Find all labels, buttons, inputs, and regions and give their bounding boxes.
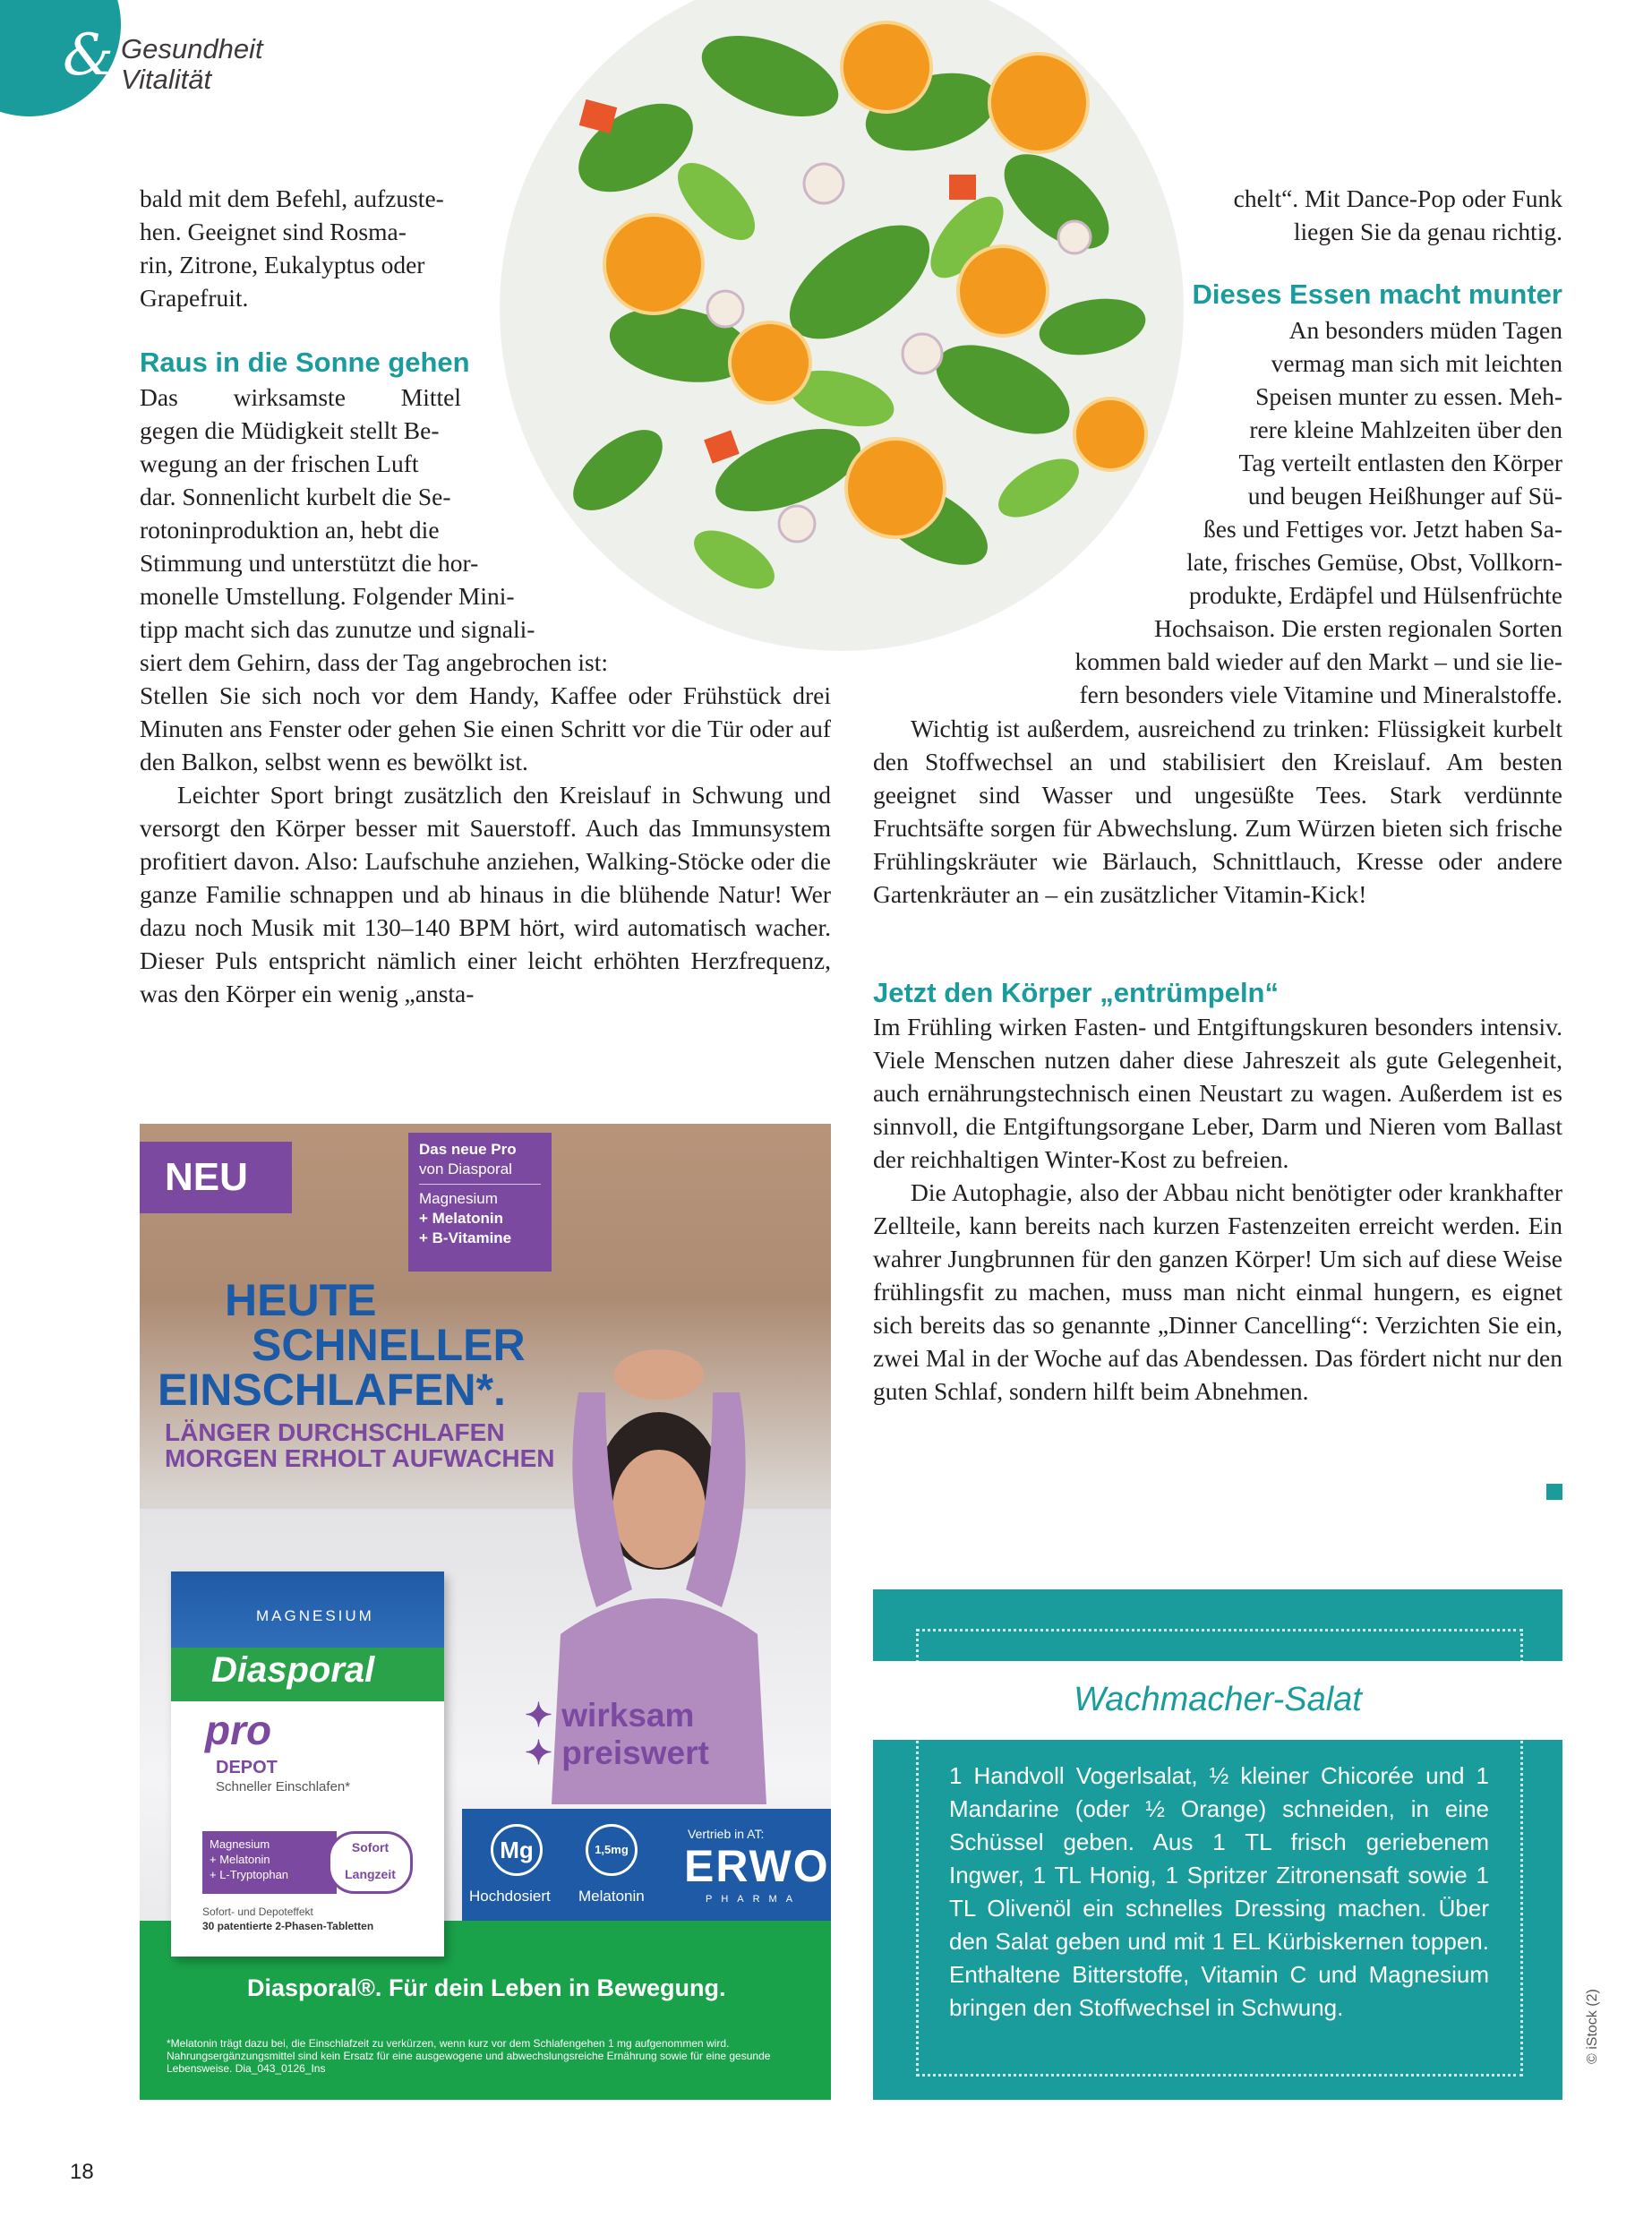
ad-footnote: *Melatonin trägt dazu bei, die Einschlafzeit zu verkürzen, wenn kurz vor dem Schlafengehen 1 mg aufgenommen wird. Nahrungsergänzungsmittel sind kein Ersatz für eine ausgewogene und abwechslungsreiche Ernährung sowie für eine gesunde Lebensweise. Dia_043_0126_Ins: [167, 2037, 771, 2075]
badge-line: Das neue Pro: [419, 1141, 517, 1158]
magnesium-icon: Mg: [491, 1824, 543, 1876]
sofort-label: Sofort: [351, 1840, 389, 1854]
melatonin-icon: 1,5mg: [586, 1824, 638, 1876]
claim-wirksam: ✦ wirksam: [525, 1697, 695, 1734]
text-line: und beugen Heißhunger auf Sü-: [1247, 482, 1562, 510]
badge-line: + Melatonin: [419, 1210, 503, 1227]
right-intro-text: [985, 182, 1562, 248]
product-package: [171, 1571, 444, 1957]
text-line: Hochsaison. Die ersten regionalen Sorten: [1154, 614, 1562, 642]
right-essen-wrap-text: [873, 313, 1562, 711]
ingredient: + L-Tryptophan: [210, 1868, 289, 1881]
text-line: Grapefruit.: [140, 284, 249, 312]
hochdosiert-label: Hochdosiert: [469, 1888, 551, 1905]
ingredient: Magnesium: [210, 1837, 270, 1851]
text-line: gegen die Müdigkeit stellt Be-: [140, 416, 440, 444]
text-line: vermag man sich mit leichten: [1271, 349, 1562, 377]
text-line: Speisen munter zu essen. Meh-: [1255, 382, 1562, 410]
paragraph: Im Frühling wirken Fasten- und Entgiftungskuren besonders intensiv. Viele Menschen nutzen daher diese Jahreszeit als gute Gelegenheit, auch ernährungstechnisch einen Neustart zu wagen. Außerdem ist es sinnvoll, die Entgiftungsorgane Leber, Darm und Nieren vom Ballast der reichhaltigen Winter-Kost zu befreien.: [873, 1013, 1562, 1173]
paragraph: Die Autophagie, also der Abbau nicht benötigter oder krankhafter Zellteile, kann bereits nach kurzen Fastenzeiten erreicht werden. Ein wahrer Jungbrunnen für den ganzen Körper! Um sich auf diese Weise frühlingsfit zu machen, muss man nicht einmal hungern, es eignet sich bereits das so genannte „Dinner Cancelling“: Verzichten Sie ein, zwei Mal in der Woche auf das Abendessen. Das fördert nicht nur den guten Schlaf, sondern hilft beim Abnehmen.: [873, 1178, 1562, 1405]
package-footer: [202, 1905, 373, 1933]
ad-subline: [165, 1419, 555, 1471]
text-line: produkte, Erdäpfel und Hülsenfrüchte: [1189, 581, 1562, 609]
erwo-logo: ERWO: [684, 1841, 830, 1891]
text-line: liegen Sie da genau richtig.: [1293, 218, 1562, 245]
text-line: hen. Geeignet sind Rosma-: [140, 218, 407, 245]
text-line: fern besonders viele Vitamine und Mineralstoffe.: [1079, 681, 1562, 708]
badge-line: Magnesium: [419, 1190, 498, 1207]
text-line: tipp macht sich das zunutze und signali-: [140, 615, 535, 643]
headline-line: SCHNELLER: [252, 1320, 526, 1370]
claim-preiswert: ✦ preiswert: [525, 1734, 709, 1771]
package-depot: DEPOT: [216, 1758, 278, 1777]
text-line: Stimmung und unterstützt die hor-: [140, 549, 479, 577]
ad-pro-badge: [408, 1133, 552, 1272]
paragraph: Stellen Sie sich noch vor dem Handy, Kaffee oder Frühstück drei Minuten ans Fenster oder gehen Sie einen Schritt vor die Tür oder auf den Balkon, selbst wenn es bewölkt ist.: [140, 681, 831, 775]
package-pro: pro: [205, 1707, 272, 1753]
ad-headline: [158, 1275, 569, 1415]
vertrieb-label: Vertrieb in AT:: [688, 1827, 765, 1841]
paragraph: Wichtig ist außerdem, ausreichend zu trinken: Flüssigkeit kurbelt den Stoffwechsel an und stabilisiert den Kreislauf. Am besten geeignet sind Wasser und ungesüßte Tees. Stark verdünnte Fruchtsäfte sorgen für Abwechslung. Zum Würzen bieten sich frische Frühlingskräuter wie Bärlauch, Schnittlauch, Kresse oder andere Gartenkräuter an – ein zusätzlicher Vitamin-Kick!: [873, 715, 1562, 908]
text-line: rin, Zitrone, Eukalyptus oder: [140, 251, 425, 278]
text-line: chelt“. Mit Dance-Pop oder Funk: [1233, 184, 1562, 212]
article-end-mark: [1546, 1484, 1562, 1500]
package-effect: Sofort- und Depoteffekt: [202, 1905, 313, 1918]
recipe-title: Wachmacher-Salat: [1074, 1681, 1362, 1718]
ad-claims: [525, 1697, 709, 1772]
package-ingredients: [202, 1831, 337, 1894]
right-fasten-text: [873, 1010, 1562, 1408]
text-line: kommen bald wieder auf den Markt – und sie lie-: [1074, 647, 1562, 675]
text-line: siert dem Gehirn, dass der Tag angebrochen ist:: [140, 648, 608, 676]
left-sonne-wrap-text: [140, 381, 838, 679]
package-subtitle: Schneller Einschlafen*: [216, 1779, 351, 1794]
text-line: rere kleine Mahlzeiten über den: [1249, 415, 1562, 443]
text-line: rotoninproduktion an, hebt die: [140, 516, 440, 544]
ad-slogan: Diasporal®. Für dein Leben in Bewegung.: [247, 1974, 726, 2001]
badge-line: von Diasporal: [419, 1160, 512, 1178]
text-line: Tag verteilt entlasten den Körper: [1238, 449, 1562, 476]
package-brand: Diasporal: [211, 1650, 375, 1690]
heading-essen: Dieses Essen macht munter: [1192, 278, 1562, 310]
diasporal-ad[interactable]: [140, 1124, 831, 2100]
section-title-line2: Vitalität: [121, 64, 212, 95]
section-ampersand: &: [63, 22, 114, 89]
text-line: ßes und Fettiges vor. Jetzt haben Sa-: [1203, 515, 1562, 543]
recipe-box: [873, 1589, 1562, 2100]
melatonin-label: Melatonin: [578, 1888, 645, 1905]
text-line: dar. Sonnenlicht kurbelt die Se-: [140, 483, 451, 510]
package-magnesium-label: MAGNESIUM: [256, 1607, 374, 1624]
badge-line: + B-Vitamine: [419, 1229, 512, 1246]
recipe-text: 1 Handvoll Vogerlsalat, ½ kleiner Chicorée und 1 Mandarine (oder ½ Orange) schneiden, in eine Schüssel geben. Aus 1 TL frisch geriebenem Ingwer, 1 TL Honig, 1 Spritzer Zitronensaft sowie 1 TL Olivenöl ein schnelles Dressing machen. Über den Salat geben und mit 1 EL Kürbiskernen toppen. Enthaltene Bitterstoffe, Vitamin C und Magnesium bringen den Stoffwechsel in Schwung.: [949, 1762, 1489, 2021]
package-count: 30 patentierte 2-Phasen-Tabletten: [202, 1920, 374, 1932]
text-line: bald mit dem Befehl, aufzuste-: [140, 184, 444, 212]
heading-sonne: Raus in die Sonne gehen: [140, 347, 470, 378]
text-line: An besonders müden Tagen: [1288, 316, 1562, 344]
photo-credit: © iStock (2): [1585, 1989, 1600, 2064]
text-line: wegung an der frischen Luft: [140, 450, 419, 477]
section-title-line1: Gesundheit: [121, 33, 263, 64]
headline-line: HEUTE: [225, 1275, 377, 1325]
ingredient: + Melatonin: [210, 1853, 270, 1866]
text-line: monelle Umstellung. Folgender Mini-: [140, 582, 515, 610]
text-line: Das wirksamste Mittel: [140, 383, 461, 411]
ad-neu-badge: NEU: [140, 1142, 292, 1213]
section-title: [121, 34, 263, 95]
paragraph: Leichter Sport bringt zusätzlich den Kreislauf in Schwung und versorgt den Körper besser mit Sauerstoff. Auch das Immunsystem profitiert davon. Also: Laufschuhe anziehen, Walking-Stöcke oder die ganze Familie schnappen und ab hinaus in die blühende Natur! Wer dazu noch Musik mit 130–140 BPM hört, wird automatisch wacher. Dieser Puls entspricht nämlich einer leicht erhöhten Herzfrequenz, was den Körper ein wenig „ansta-: [140, 781, 831, 1007]
erwo-pharma-label: PHARMA: [706, 1894, 802, 1905]
package-sofort-langzeit: [328, 1831, 413, 1894]
page-number: 18: [70, 2160, 94, 2184]
right-trinken-text: [873, 712, 1562, 911]
heading-koerper: Jetzt den Körper „entrümpeln“: [873, 977, 1279, 1008]
langzeit-label: Langzeit: [345, 1867, 396, 1881]
left-intro-text: [140, 182, 516, 314]
text-line: late, frisches Gemüse, Obst, Vollkorn-: [1186, 548, 1562, 576]
subline-line: LÄNGER DURCHSCHLAFEN: [165, 1418, 505, 1446]
headline-line: EINSCHLAFEN*.: [158, 1365, 506, 1415]
left-body-text: [140, 679, 831, 1010]
subline-line: MORGEN ERHOLT AUFWACHEN: [165, 1444, 555, 1472]
